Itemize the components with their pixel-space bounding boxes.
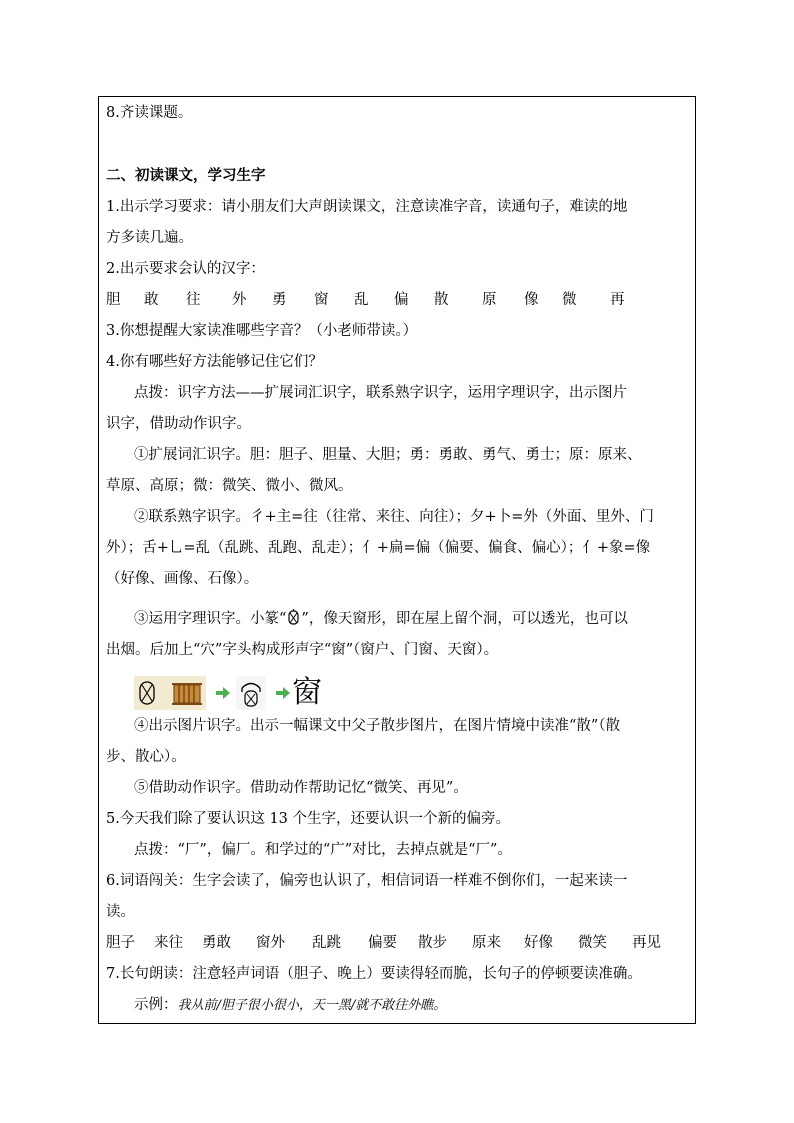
char-item: 外 (232, 292, 247, 308)
char-item: 原 (482, 292, 497, 308)
step-2: 2.出示要求会认的汉字： (106, 261, 265, 277)
vocab-item: 胆子 (106, 935, 135, 951)
char-list (106, 290, 666, 310)
tip-line1: 点拨：识字方法——扩展词汇识字，联系熟字识字，运用字理识字，出示图片 (134, 385, 627, 401)
char-item: 偏 (394, 292, 409, 308)
vocab-list (106, 933, 686, 953)
character-evolution-image (134, 676, 334, 710)
tip-line2: 识字，借助动作识字。 (106, 416, 251, 432)
example-text: 我从前/胆子很小很小，天一黑/就不敢往外瞧。 (177, 998, 447, 1013)
seal-form-panel (236, 676, 266, 710)
step-5: 5.今天我们除了要认识这 13 个生字，还要认识一个新的偏旁。 (106, 811, 511, 827)
step-6-line2: 读。 (106, 904, 135, 920)
method-4-line1: ④出示图片识字。出示一幅课文中父子散步图片，在图片情境中读准“散”（散 (134, 718, 621, 734)
step-1-line2: 方多读几遍。 (106, 230, 193, 246)
vocab-item: 微笑 (578, 935, 607, 951)
vocab-item: 原来 (472, 935, 501, 951)
step-6-line1: 6.词语闯关：生字会读了，偏旁也认识了，相信词语一样难不倒你们，一起来读一 (106, 873, 628, 889)
method-2-line3: （好像、画像、石像）。 (106, 571, 259, 587)
step-1-line1: 1.出示学习要求：请小朋友们大声朗读课文，注意读准字音，读通句子，难读的地 (106, 199, 628, 215)
vocab-item: 散步 (418, 935, 447, 951)
method-1-line2: 草原、高原；微：微笑、微小、微风。 (106, 478, 353, 494)
method-3-line2: 出烟。后加上“穴”字头构成形声字“窗”（窗户、门窗、天窗）。 (106, 642, 499, 658)
char-item: 往 (186, 292, 201, 308)
vocab-item: 窗外 (256, 935, 285, 951)
ancient-forms-panel (134, 676, 206, 710)
arrow-right-icon (276, 687, 290, 699)
char-item: 再 (610, 292, 625, 308)
seal-script-icon (287, 609, 300, 626)
char-item: 窗 (314, 292, 329, 308)
method-1-line1: ①扩展词汇识字。胆：胆子、胆量、大胆；勇：勇敢、勇气、勇士；原：原来、 (134, 447, 642, 463)
char-item: 胆 (106, 292, 121, 308)
method-2-line2: 外）；舌+乚=乱（乱跳、乱跑、乱走）；亻+扁=偏（偏要、偏食、偏心）；亻+象=像 (106, 540, 651, 556)
example-sentence (134, 995, 446, 1016)
vocab-item: 再见 (632, 935, 661, 951)
method-4-line2: 步、散心）。 (106, 749, 186, 765)
vocab-item: 好像 (524, 935, 553, 951)
method-3-text-b: ”，像天窗形，即在屋上留个洞，可以透光，也可以 (301, 611, 628, 627)
seal-window-icon (236, 676, 266, 710)
method-3-text-a: ③运用字理识字。小篆“ (134, 611, 287, 627)
char-item: 微 (562, 292, 577, 308)
step-4: 4.你有哪些好方法能够记住它们？ (106, 354, 323, 370)
vocab-item: 乱跳 (312, 935, 341, 951)
char-item: 散 (434, 292, 449, 308)
char-item: 乱 (354, 292, 369, 308)
vocab-item: 勇敢 (202, 935, 231, 951)
ancient-window-icon (134, 676, 206, 710)
modern-window-char: 窗 (292, 675, 322, 710)
char-item: 勇 (272, 292, 287, 308)
section-heading: 二、初读课文，学习生字 (106, 167, 266, 184)
tip-radical: 点拨：“厂”，偏厂。和学过的“广”对比，去掉点就是“厂”。 (134, 842, 512, 858)
char-item: 像 (524, 292, 539, 308)
method-3-line1 (134, 609, 628, 629)
vocab-item: 来往 (154, 935, 183, 951)
vocab-item: 偏要 (368, 935, 397, 951)
example-label: 示例： (134, 997, 178, 1013)
char-item: 敢 (144, 292, 159, 308)
step-3: 3.你想提醒大家读准哪些字音？（小老师带读。） (106, 323, 418, 339)
step-7: 7.长句朗读：注意轻声词语（胆子、晚上）要读得轻而脆，长句子的停顿要读准确。 (106, 966, 642, 982)
step-8: 8.齐读课题。 (106, 105, 193, 121)
method-2-line1: ②联系熟字识字。彳+主=往（往常、来往、向往）；夕+卜=外（外面、里外、门 (134, 509, 654, 525)
arrow-right-icon (216, 687, 230, 699)
method-5: ⑤借助动作识字。借助动作帮助记忆“微笑、再见”。 (134, 780, 468, 796)
